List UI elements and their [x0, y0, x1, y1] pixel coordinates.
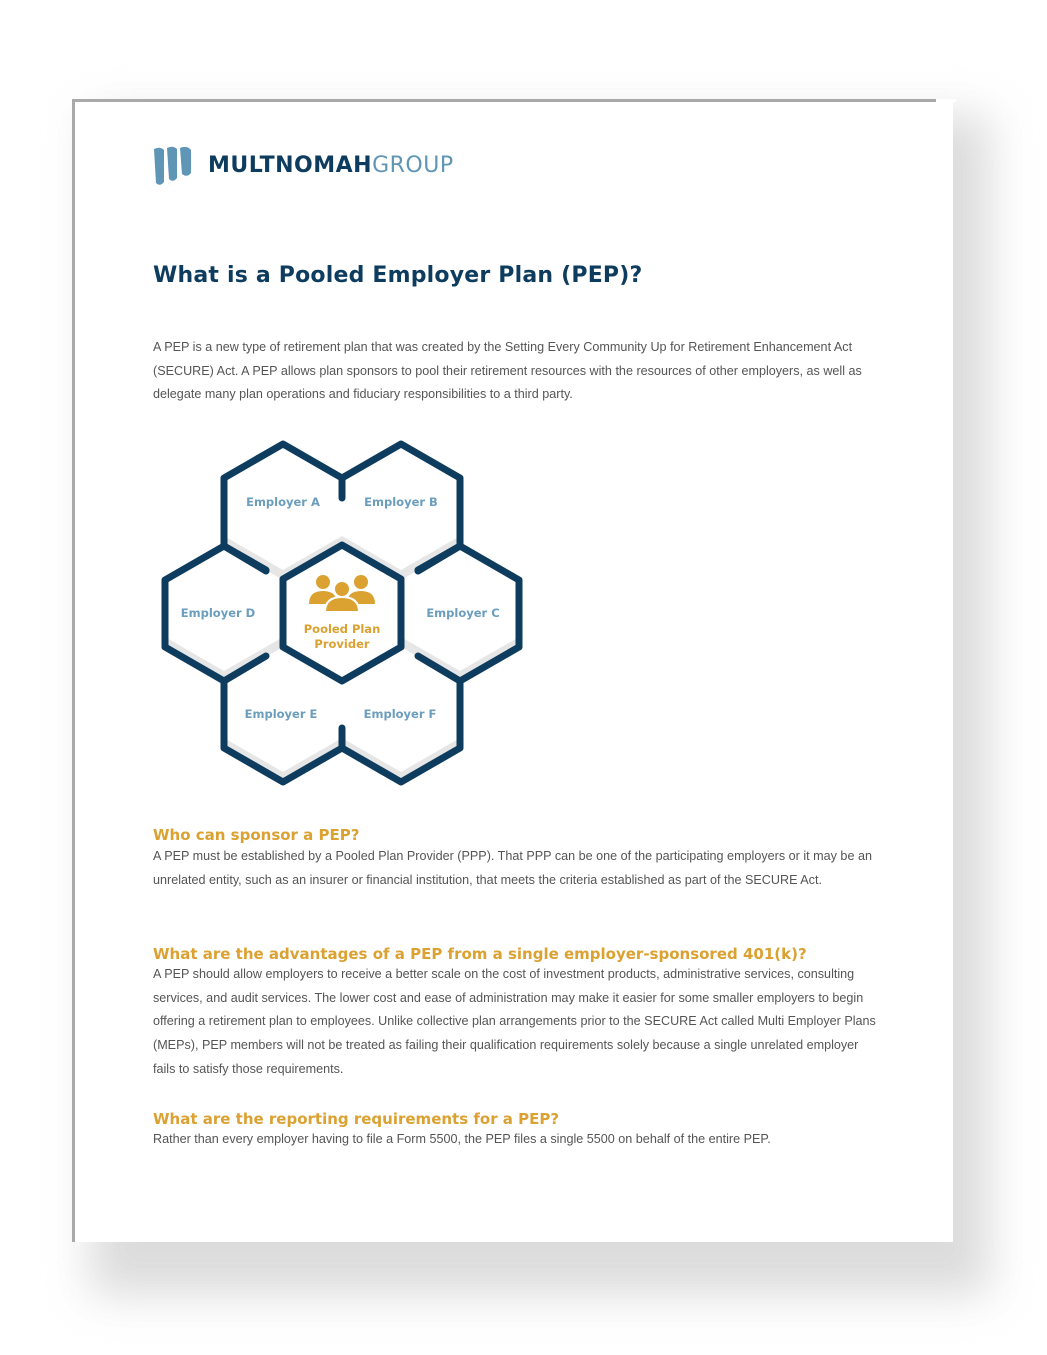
section-body-sponsor: A PEP must be established by a Pooled Plan Provider (PPP). That PPP can be one of the participating employers or it may be an unrelated entity, such as an insurer or financial institution, that meets the criteria established as part of the SECURE Act. — [153, 849, 872, 887]
page-title: What is a Pooled Employer Plan (PEP)? — [153, 263, 643, 288]
pep-hexagon-diagram — [150, 430, 530, 805]
intro-paragraph: A PEP is a new type of retirement plan that was created by the Setting Every Community Up for Retirement Enhancement Act (SECURE) Act. A PEP allows plan sponsors to pool their retirement resources with the resources of other employers, as well as delegate many plan operations and fiduciary responsibilities to a third party. — [153, 340, 862, 402]
people-group-icon — [309, 575, 375, 612]
employer-d-label: Employer D — [180, 606, 256, 620]
employer-b-label: Employer B — [364, 495, 438, 509]
section-heading-advantages: What are the advantages of a PEP from a single employer-sponsored 401(k)? — [153, 945, 807, 963]
employer-e-label: Employer E — [244, 707, 318, 721]
section-body-reporting: Rather than every employer having to file a Form 5500, the PEP files a single 5500 on behalf of the entire PEP. — [153, 1132, 771, 1146]
company-logo — [152, 145, 454, 187]
section-heading-reporting: What are the reporting requirements for a PEP? — [153, 1110, 560, 1128]
page-edge — [936, 99, 956, 102]
employer-a-label: Employer A — [246, 495, 320, 509]
center-label-line2: Provider — [314, 637, 370, 651]
center-label-line1: Pooled Plan — [303, 622, 381, 636]
employer-f-label: Employer F — [363, 707, 437, 721]
company-name: MULTNOMAHGROUP — [208, 153, 454, 178]
multnomah-m-logo-icon — [152, 146, 194, 186]
section-heading-sponsor: Who can sponsor a PEP? — [153, 826, 360, 844]
employer-c-label: Employer C — [426, 606, 500, 620]
section-body-advantages: A PEP should allow employers to receive a better scale on the cost of investment products, administrative services, consulting services, and audit services. The lower cost and ease of administration may make it easier for some smaller employers to begin offering a retirement plan to employees. Unlike collective plan arrangements prior to the SECURE Act called Multi Employer Plans (MEPs), PEP members will not be treated as failing their qualification requirements solely because a single unrelated employer fails to satisfy those requirements. — [153, 967, 876, 1076]
